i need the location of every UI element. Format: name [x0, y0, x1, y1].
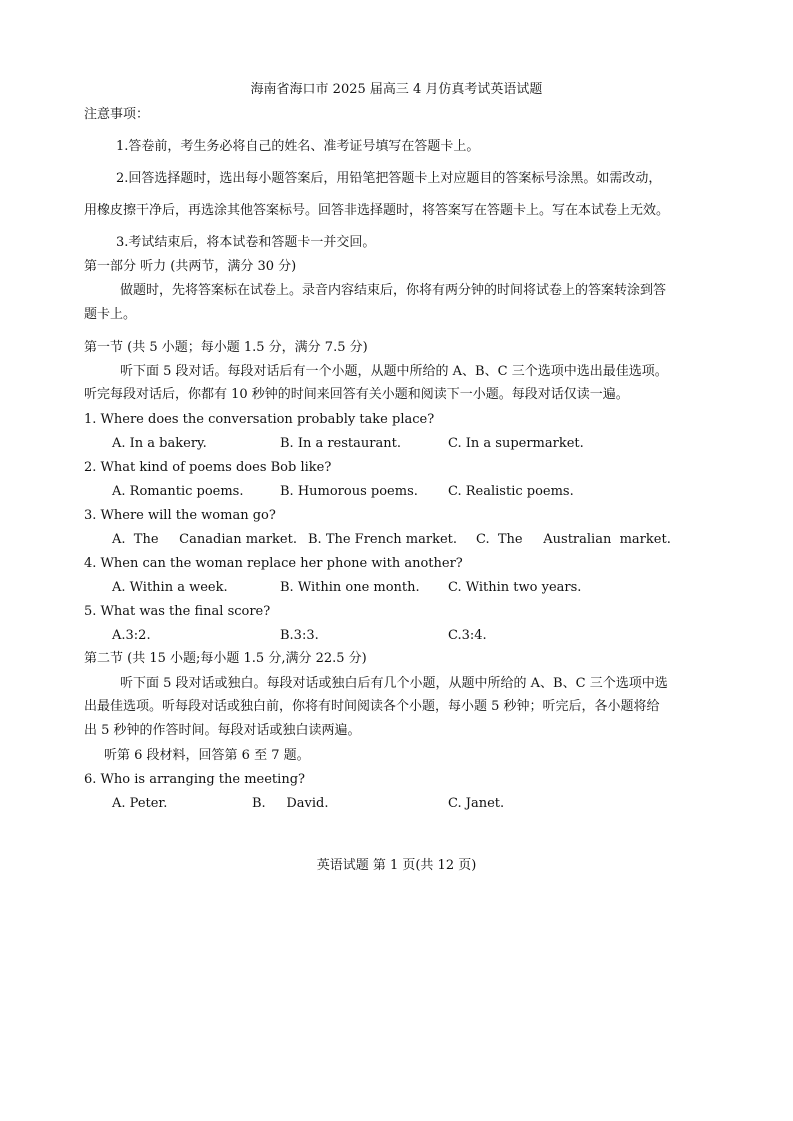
question-6-option-b: B. David.	[252, 796, 329, 811]
question-5-option-b: B.3:3.	[280, 628, 319, 643]
question-4: 4. When can the woman replace her phone with another?	[84, 556, 463, 571]
section2-intro-line-3: 出 5 秒钟的作答时间。每段对话或独白读两遍。	[84, 723, 361, 738]
question-2: 2. What kind of poems does Bob like?	[84, 460, 332, 475]
question-3-option-a: A. The Canadian market.	[112, 532, 297, 547]
section2-heading: 第二节 (共 15 小题;每小题 1.5 分,满分 22.5 分)	[84, 651, 367, 666]
question-4-option-c: C. Within two years.	[448, 580, 582, 595]
question-6: 6. Who is arranging the meeting?	[84, 772, 305, 787]
question-4-option-a: A. Within a week.	[112, 580, 228, 595]
question-5-option-a: A.3:2.	[112, 628, 151, 643]
notice-item-3: 3.考试结束后，将本试卷和答题卡一并交回。	[116, 235, 376, 250]
notice-item-2-line-1: 2.回答选择题时，选出每小题答案后，用铅笔把答题卡上对应题目的答案标号涂黑。如需改动，	[116, 171, 662, 186]
question-6-option-a: A. Peter.	[112, 796, 168, 811]
section2-material: 听第 6 段材料，回答第 6 至 7 题。	[104, 748, 310, 763]
section2-intro-line-2: 出最佳选项。听每段对话或独白前，你将有时间阅读各个小题，每小题 5 秒钟；听完后，各小题将给	[84, 699, 660, 714]
question-2-option-a: A. Romantic poems.	[112, 484, 244, 499]
exam-title: 海南省海口市 2025 届高三 4 月仿真考试英语试题	[250, 82, 543, 97]
question-1-option-c: C. In a supermarket.	[448, 436, 584, 451]
question-2-option-c: C. Realistic poems.	[448, 484, 574, 499]
page-footer: 英语试题 第 1 页(共 12 页)	[316, 858, 477, 873]
question-4-option-b: B. Within one month.	[280, 580, 420, 595]
section2-intro-line-1: 听下面 5 段对话或独白。每段对话或独白后有几个小题，从题中所给的 A、B、C 三个选项中选	[120, 676, 668, 691]
question-3: 3. Where will the woman go?	[84, 508, 276, 523]
question-1: 1. Where does the conversation probably take place?	[84, 412, 435, 427]
notice-item-1: 1.答卷前，考生务必将自己的姓名、准考证号填写在答题卡上。	[116, 139, 480, 154]
section1-intro-line-2: 听完每段对话后，你都有 10 秒钟的时间来回答有关小题和阅读下一小题。每段对话仅读一遍。	[84, 387, 629, 402]
question-2-option-b: B. Humorous poems.	[280, 484, 418, 499]
question-1-option-b: B. In a restaurant.	[280, 436, 401, 451]
question-1-option-a: A. In a bakery.	[112, 436, 207, 451]
part1-intro-line-1: 做题时，先将答案标在试卷上。录音内容结束后，你将有两分钟的时间将试卷上的答案转涂到答	[120, 283, 667, 298]
section1-intro-line-1: 听下面 5 段对话。每段对话后有一个小题，从题中所给的 A、B、C 三个选项中选出最佳选项。	[120, 364, 668, 379]
notice-heading: 注意事项：	[84, 107, 150, 122]
part1-intro-line-2: 题卡上。	[84, 307, 137, 322]
notice-item-2-line-2: 用橡皮擦干净后，再选涂其他答案标号。回答非选择题时，将答案写在答题卡上。写在本试卷上无效。	[84, 203, 670, 218]
section1-heading: 第一节 (共 5 小题；每小题 1.5 分，满分 7.5 分)	[84, 340, 368, 355]
part1-heading: 第一部分 听力 (共两节，满分 30 分)	[84, 259, 297, 274]
question-5-option-c: C.3:4.	[448, 628, 487, 643]
question-6-option-c: C. Janet.	[448, 796, 505, 811]
question-3-option-c: C. The Australian market.	[476, 532, 671, 547]
question-3-option-b: B. The French market.	[308, 532, 457, 547]
question-5: 5. What was the final score?	[84, 604, 271, 619]
